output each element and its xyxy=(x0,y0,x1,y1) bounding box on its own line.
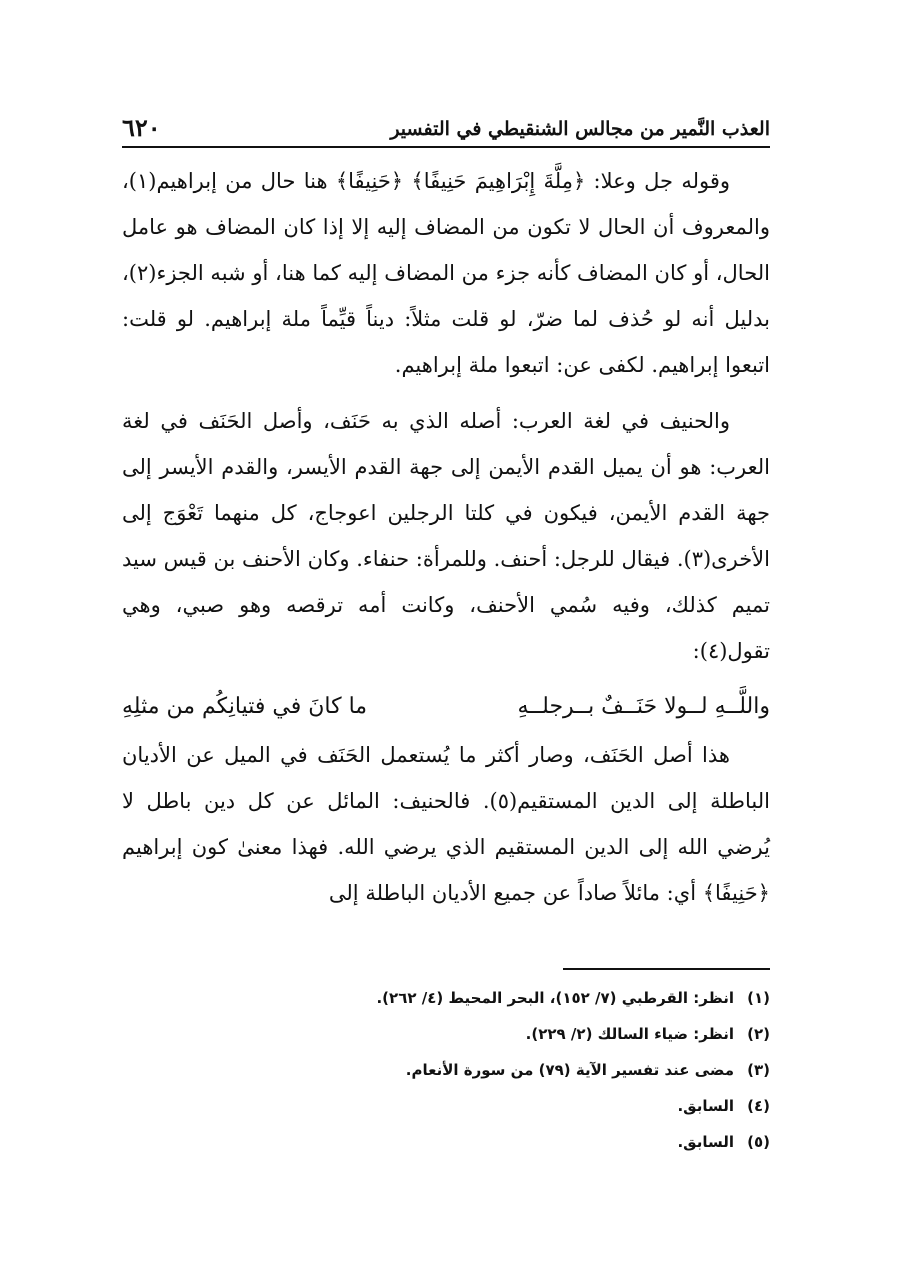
footnote-number: (٤) xyxy=(747,1097,770,1115)
footnote-text: السابق. xyxy=(677,1133,734,1151)
footnote-text: انظر: القرطبي (٧/ ١٥٢)، البحر المحيط (٤/ ٢٦٢). xyxy=(376,989,734,1007)
footnote xyxy=(200,1088,770,1124)
footnote-number: (٢) xyxy=(747,1025,770,1043)
footnote xyxy=(200,1124,770,1160)
footnote xyxy=(200,1016,770,1052)
footnote-text: انظر: ضياء السالك (٢/ ٢٢٩). xyxy=(525,1025,734,1043)
main-text xyxy=(122,158,770,916)
running-title: العذب النَّمير من مجالس الشنقيطي في التفسير xyxy=(390,118,770,140)
footnote-text: السابق. xyxy=(677,1097,734,1115)
footnote-separator xyxy=(563,968,770,970)
footnote xyxy=(200,980,770,1016)
footnotes xyxy=(200,980,770,1160)
paragraph-3: هذا أصل الحَنَف، وصار أكثر ما يُستعمل الحَنَف في الميل عن الأديان الباطلة إلى الدين المستقيم(٥). فالحنيف: المائل عن كل دين باطل لا يُرضي الله إلى الدين المستقيم الذي يرضي الله. فهذا معنىٰ كون إبراهيم ﴿حَنِيفًا﴾ أي: مائلاً صاداً عن جميع الأديان الباطلة إلى xyxy=(122,743,770,905)
poetry-verse xyxy=(122,682,770,732)
running-header xyxy=(122,100,770,148)
verse-second-hemistich: ما كانَ في فتيانِكُم من مثلِهِ xyxy=(122,694,368,719)
paragraph-2: والحنيف في لغة العرب: أصله الذي به حَنَف، وأصل الحَنَف في لغة العرب: هو أن يميل القدم الأيمن إلى جهة القدم الأيسر، والقدم الأيسر إلى جهة القدم الأيمن، فيكون في كلتا الرجلين اعوجاج، كل منهما تَعْوَج إلى الأخرى(٣). فيقال للرجل: أحنف. وللمرأة: حنفاء. وكان الأحنف بن قيس سيد تميم كذلك، وفيه سُمي الأحنف، وكانت أمه ترقصه وهو صبي، وهي تقول(٤): xyxy=(122,409,770,663)
paragraph-1: وقوله جل وعلا: ﴿مِلَّةَ إِبْرَاهِيمَ حَنِيفًا﴾ ﴿حَنِيفًا﴾ هنا حال من إبراهيم(١)، والمعروف أن الحال لا تكون من المضاف إليه إلا إذا كان المضاف هو عامل الحال، أو كان المضاف كأنه جزء من المضاف إليه كما هنا، أو شبه الجزء(٢)، بدليل أنه لو حُذف لما ضرّ، لو قلت مثلاً: ديناً قيِّماً ملة إبراهيم. لو قلت: اتبعوا إبراهيم. لكفى عن: اتبعوا ملة إبراهيم. xyxy=(122,169,770,377)
page-number: ٦٢٠ xyxy=(122,113,161,142)
footnote-number: (٥) xyxy=(747,1133,770,1151)
footnote-number: (٣) xyxy=(747,1061,770,1079)
footnote-text: مضى عند تفسير الآية (٧٩) من سورة الأنعام. xyxy=(405,1061,734,1079)
footnote xyxy=(200,1052,770,1088)
footnote-number: (١) xyxy=(747,989,770,1007)
verse-first-hemistich: واللَّــهِ لــولا حَنَــفٌ بــرجلــهِ xyxy=(517,694,770,719)
